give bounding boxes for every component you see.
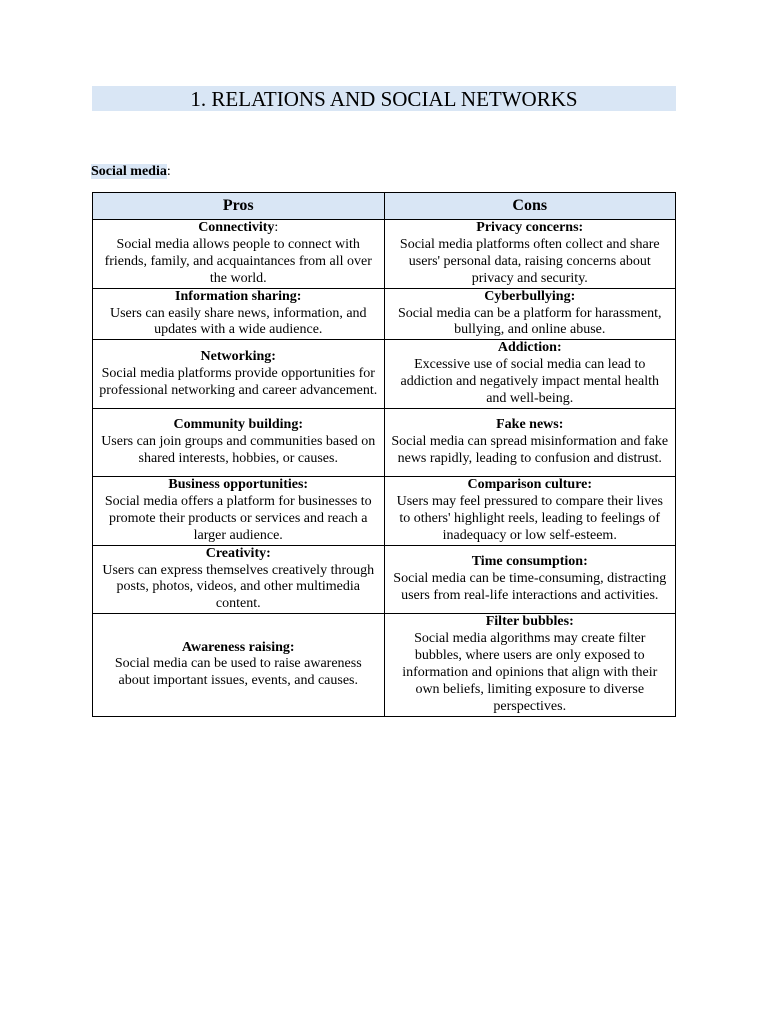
con-title: Fake news: (496, 417, 564, 433)
cons-header: Cons (384, 193, 676, 220)
pro-text: Users can express themselves creatively through posts, photos, videos, and other multimedia content. (102, 562, 375, 612)
con-title: Addiction: (497, 340, 562, 356)
pros-header: Pros (93, 193, 385, 220)
section-label (91, 163, 171, 180)
pro-title: Awareness raising: (181, 639, 295, 655)
con-cell (384, 545, 676, 614)
pro-title: Information sharing: (175, 288, 302, 304)
con-title: Time consumption: (471, 554, 588, 570)
section-label-text: Social media (91, 164, 167, 179)
table-row (93, 408, 676, 476)
pro-title: Creativity: (205, 545, 271, 561)
table-row (93, 614, 676, 716)
pro-cell (93, 408, 385, 476)
pro-cell (93, 545, 385, 614)
pro-text: Users can join groups and communities based on shared interests, hobbies, or causes. (101, 434, 376, 466)
pro-text: Social media offers a platform for businesses to promote their products or services and reach a larger audience. (104, 493, 372, 543)
pro-title: Business opportunities: (168, 476, 309, 492)
con-title: Filter bubbles: (485, 614, 574, 630)
table-row (93, 340, 676, 409)
pro-title: Community building: (173, 417, 304, 433)
con-text: Social media can spread misinformation and fake news rapidly, leading to confusion and distrust. (391, 434, 669, 466)
con-text: Users may feel pressured to compare their lives to others' highlight reels, leading to feelings of inadequacy or low self-esteem. (396, 493, 663, 543)
con-cell (384, 340, 676, 409)
con-cell (384, 476, 676, 545)
pro-title-text: Connectivity (198, 220, 275, 235)
con-text: Social media can be a platform for harassment, bullying, and online abuse. (397, 305, 662, 338)
con-title: Cyberbullying: (484, 288, 576, 304)
table-row (93, 288, 676, 340)
pro-text: Users can easily share news, information, and updates with a wide audience. (109, 305, 367, 338)
table-row (93, 476, 676, 545)
pro-text: Social media can be used to raise awareness about important issues, events, and causes. (114, 656, 362, 689)
con-cell (384, 288, 676, 340)
pro-title: Networking: (200, 348, 276, 364)
pro-text: Social media allows people to connect with friends, family, and acquaintances from all over the world. (104, 236, 372, 286)
con-cell (384, 614, 676, 716)
con-cell (384, 408, 676, 476)
con-cell (384, 220, 676, 289)
pro-cell (93, 614, 385, 716)
con-text: Excessive use of social media can lead to addiction and negatively impact mental health and well-being. (400, 357, 660, 407)
section-label-suffix: : (166, 164, 171, 179)
table-row (93, 545, 676, 614)
pro-cell (93, 220, 385, 289)
pro-cell (93, 288, 385, 340)
pros-cons-table (92, 192, 676, 717)
con-title: Comparison culture: (467, 476, 593, 492)
page-heading: 1. RELATIONS AND SOCIAL NETWORKS (92, 86, 676, 111)
con-text: Social media can be time-consuming, distracting users from real-life interactions and activities. (393, 570, 667, 603)
table-header-row (93, 193, 676, 220)
con-text: Social media algorithms may create filter bubbles, where users are only exposed to information and opinions that align with their own beliefs, limiting exposure to diverse perspectives. (402, 631, 658, 714)
con-text: Social media platforms often collect and share users' personal data, raising concerns about privacy and security. (399, 236, 660, 286)
con-title: Privacy concerns: (476, 220, 584, 235)
pro-title-suffix: : (274, 220, 279, 235)
pro-cell (93, 340, 385, 409)
pro-text: Social media platforms provide opportunities for professional networking and career advancement. (99, 365, 378, 398)
table-row (93, 220, 676, 289)
pro-cell (93, 476, 385, 545)
pro-title (198, 220, 278, 235)
